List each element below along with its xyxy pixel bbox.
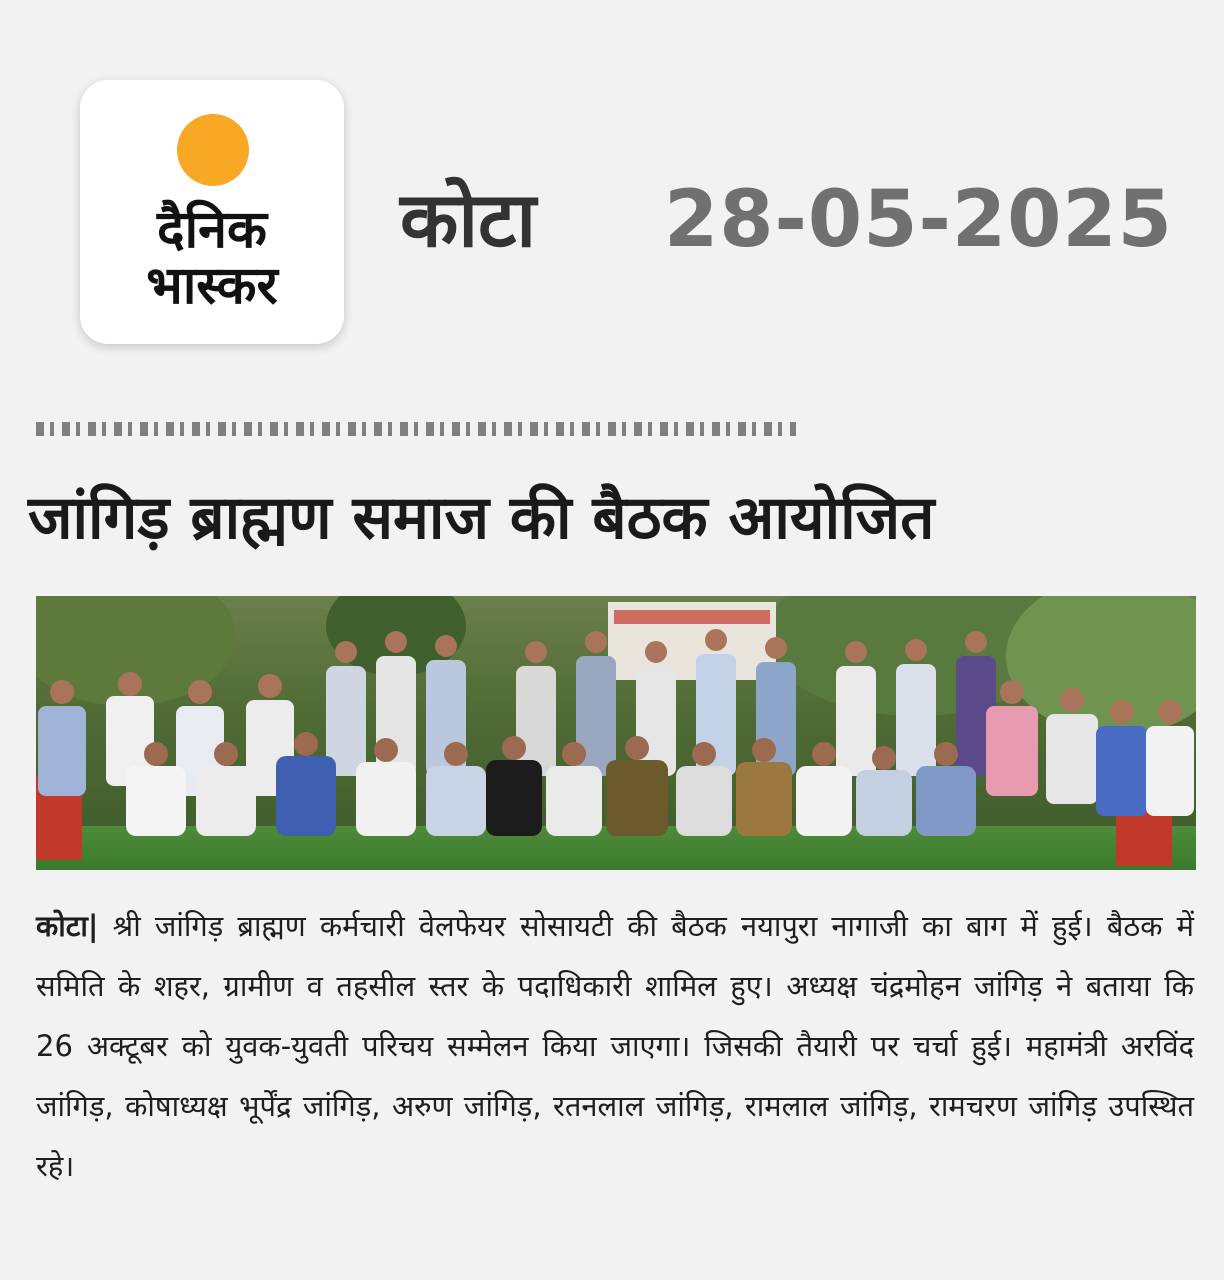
cut-off-text-line bbox=[36, 422, 796, 436]
sun-icon bbox=[177, 114, 249, 186]
group-photo-icon bbox=[36, 596, 1196, 870]
article-body bbox=[36, 896, 1194, 1196]
article-headline: जांगिड़ ब्राह्मण समाज की बैठक आयोजित bbox=[28, 483, 935, 553]
dainik-bhaskar-logo bbox=[80, 80, 344, 344]
article-dateline: कोटा| bbox=[36, 909, 99, 943]
edition-date: 28-05-2025 bbox=[664, 175, 1173, 265]
logo-line-1: दैनिक bbox=[157, 200, 267, 260]
group-photo bbox=[36, 596, 1196, 870]
edition-city: कोटा bbox=[400, 175, 537, 264]
article-body-text: श्री जांगिड़ ब्राह्मण कर्मचारी वेलफेयर सोसायटी की बैठक नयापुरा नागाजी का बाग में हुई। बैठक में समिति के शहर, ग्रामीण व तहसील स्तर के पदाधिकारी शामिल हुए। अध्यक्ष चंद्रमोहन जांगिड़ ने बताया कि 26 अक्टूबर को युवक-युवती परिचय सम्मेलन किया जाएगा। जिसकी तैयारी पर चर्चा हुई। महामंत्री अरविंद जांगिड़, कोषाध्यक्ष भूर्पेंद्र जांगिड़, अरुण जांगिड़, रतनलाल जांगिड़, रामलाल जांगिड़, रामचरण जांगिड़ उपस्थित रहे। bbox=[36, 909, 1194, 1183]
logo-line-2: भास्कर bbox=[146, 256, 278, 316]
